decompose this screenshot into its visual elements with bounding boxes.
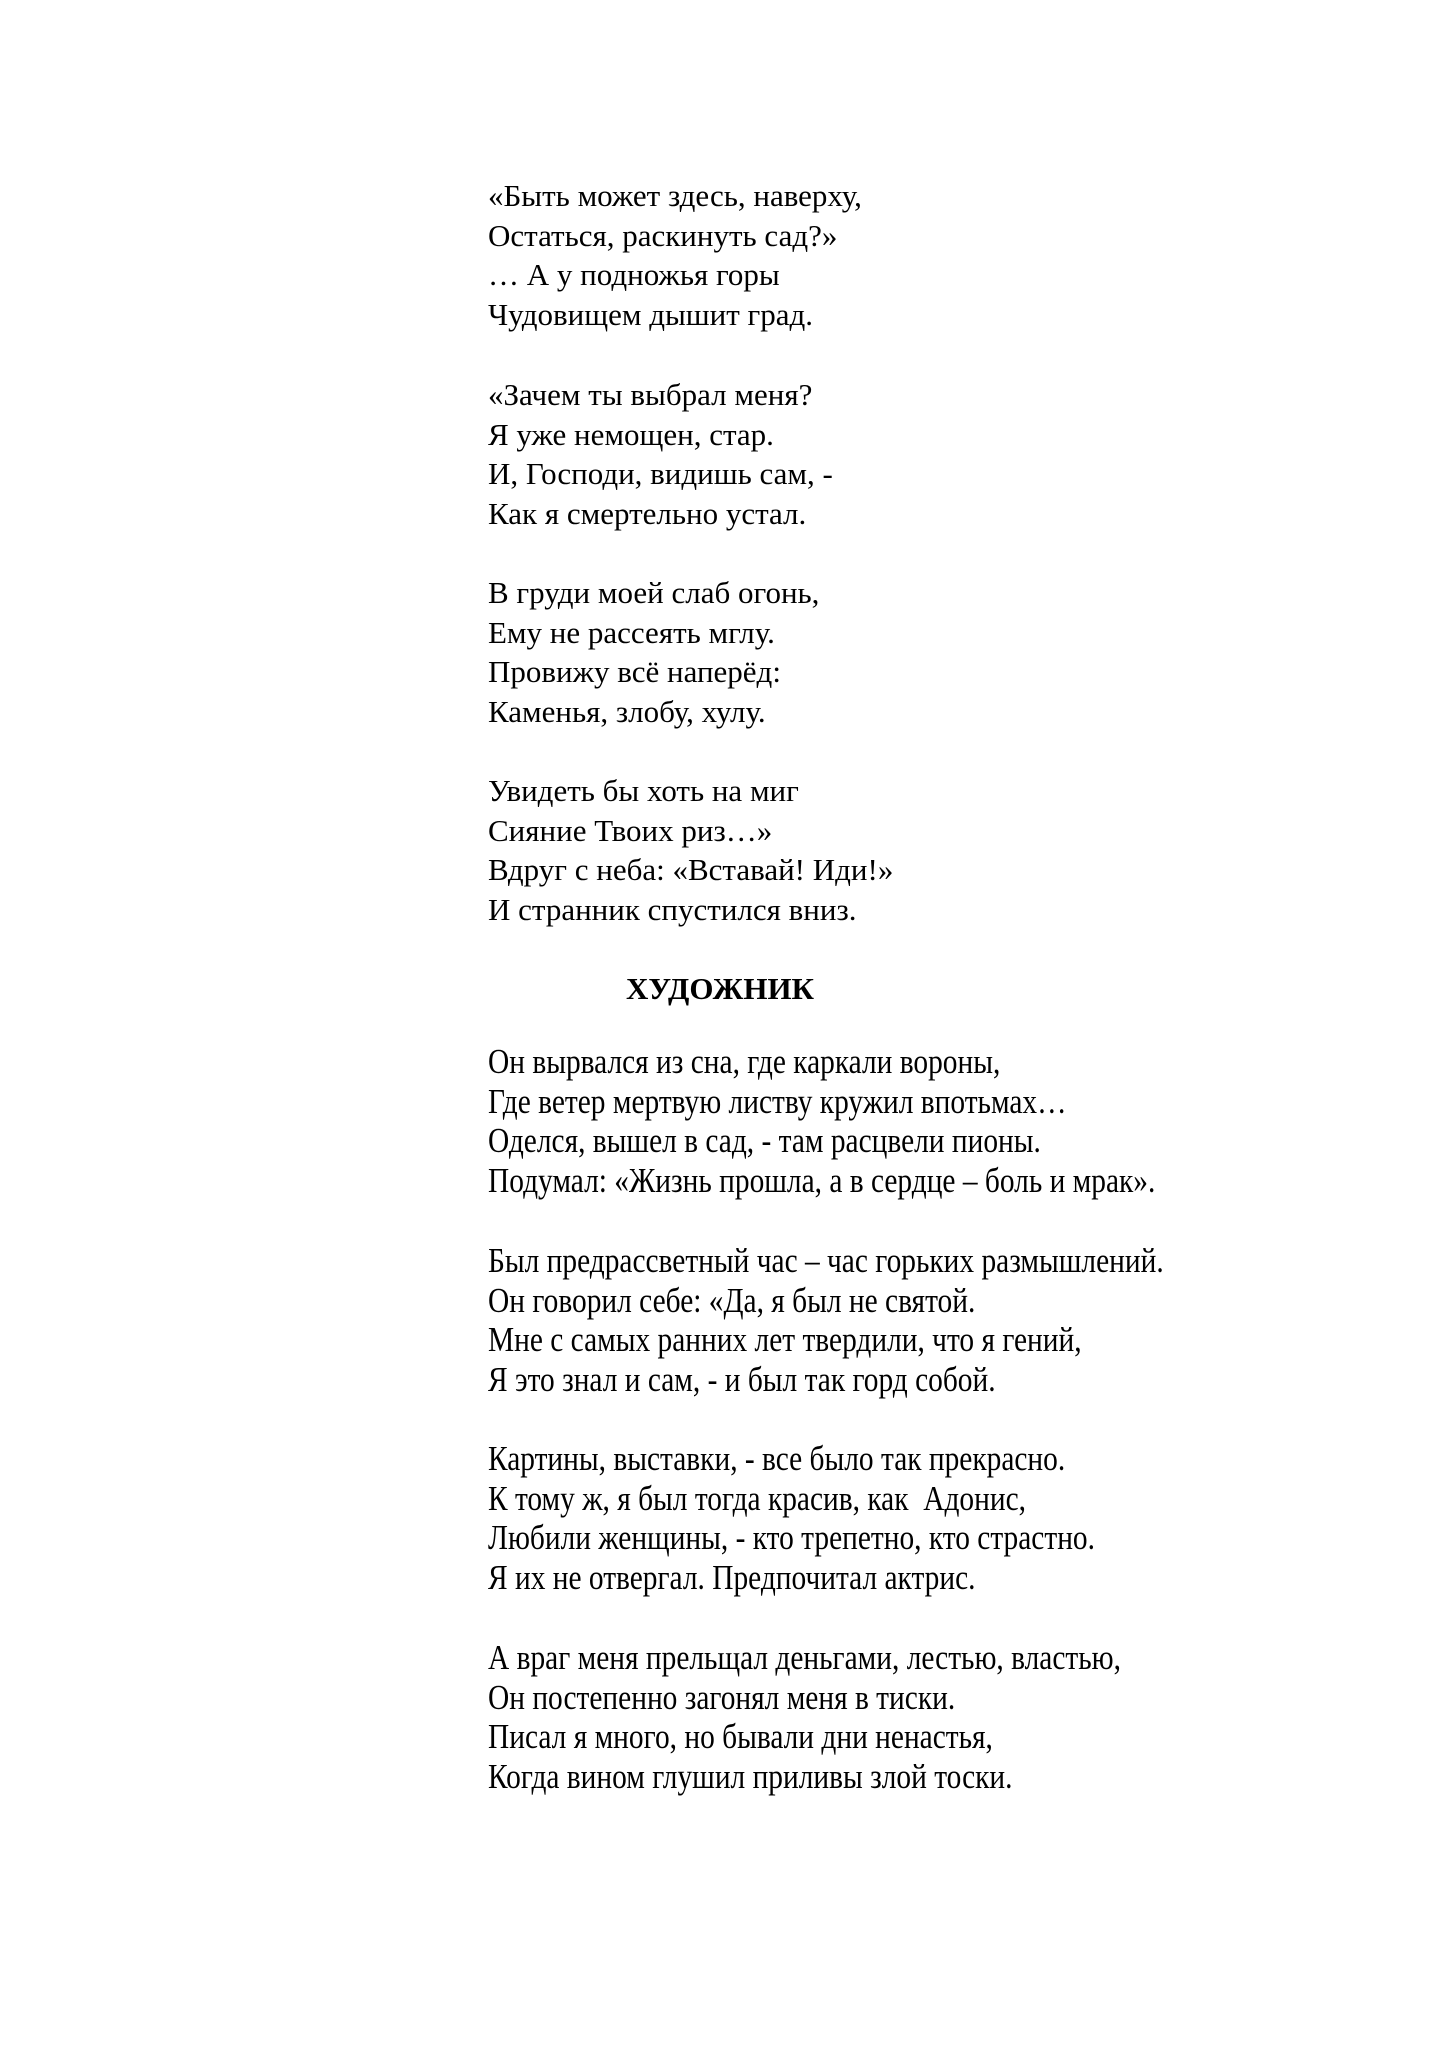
verse-line: Провижу всё наперёд: <box>488 654 781 690</box>
verse-line: Остаться, раскинуть сад?» <box>488 217 838 253</box>
verse-line: И странник спустился вниз. <box>488 892 857 928</box>
verse-line: Когда вином глушил приливы злой тоски. <box>488 1757 1013 1797</box>
verse-line: Увидеть бы хоть на миг <box>488 773 799 808</box>
poem1-stanza <box>488 573 819 732</box>
verse-line: Любили женщины, - кто трепетно, кто страстно. <box>488 1518 1095 1558</box>
poem2-stanza <box>488 1042 1282 1201</box>
poem1-stanza <box>488 375 833 534</box>
verse-line: Как я смертельно устал. <box>488 496 807 532</box>
verse-line: А враг меня прельщал деньгами, лестью, властью, <box>488 1638 1121 1677</box>
verse-line: Писал я много, но бывали дни ненастья, <box>488 1717 993 1757</box>
poem1-stanza <box>488 771 893 930</box>
poem-title: ХУДОЖНИК <box>626 971 815 1006</box>
verse-line: Вдруг с неба: «Вставай! Иди!» <box>488 852 894 888</box>
verse-line: Он вырвался из сна, где каркали вороны, <box>488 1042 1001 1081</box>
poem2-stanza <box>488 1638 1242 1797</box>
verse-line: Я это знал и сам, - и был так горд собой. <box>488 1360 996 1400</box>
verse-line: «Быть может здесь, наверху, <box>488 178 862 213</box>
verse-line: Мне с самых ранних лет твердили, что я гений, <box>488 1320 1082 1360</box>
verse-line: И, Господи, видишь сам, - <box>488 456 833 492</box>
poem2-stanza <box>488 1241 1292 1400</box>
verse-line: В груди моей слаб огонь, <box>488 575 820 610</box>
verse-line: Чудовищем дышит град. <box>488 297 814 333</box>
verse-line: Он говорил себе: «Да, я был не святой. <box>488 1280 976 1320</box>
verse-line: «Зачем ты выбрал меня? <box>488 377 813 412</box>
verse-line: Где ветер мертвую листву кружил впотьмах… <box>488 1081 1067 1121</box>
poem2-stanza <box>488 1439 1211 1598</box>
verse-line: Подумал: «Жизнь прошла, а в сердце – боль и мрак». <box>488 1161 1156 1201</box>
poem1-stanza <box>488 176 862 335</box>
verse-line: Каменья, злобу, хулу. <box>488 694 766 730</box>
verse-line: Ему не рассеять мглу. <box>488 614 775 650</box>
verse-line: Оделся, вышел в сад, - там расцвели пионы. <box>488 1121 1041 1161</box>
verse-line: Сияние Твоих риз…» <box>488 812 773 848</box>
verse-line: Я их не отвергал. Предпочитал актрис. <box>488 1558 976 1598</box>
verse-line: К тому ж, я был тогда красив, как Адонис, <box>488 1478 1026 1518</box>
verse-line: Я уже немощен, стар. <box>488 416 774 452</box>
verse-line: Был предрассветный час – час горьких размышлений. <box>488 1241 1164 1280</box>
verse-line: Он постепенно загонял меня в тиски. <box>488 1677 956 1717</box>
verse-line: … А у подножья горы <box>488 257 780 293</box>
verse-line: Картины, выставки, - все было так прекрасно. <box>488 1439 1066 1478</box>
